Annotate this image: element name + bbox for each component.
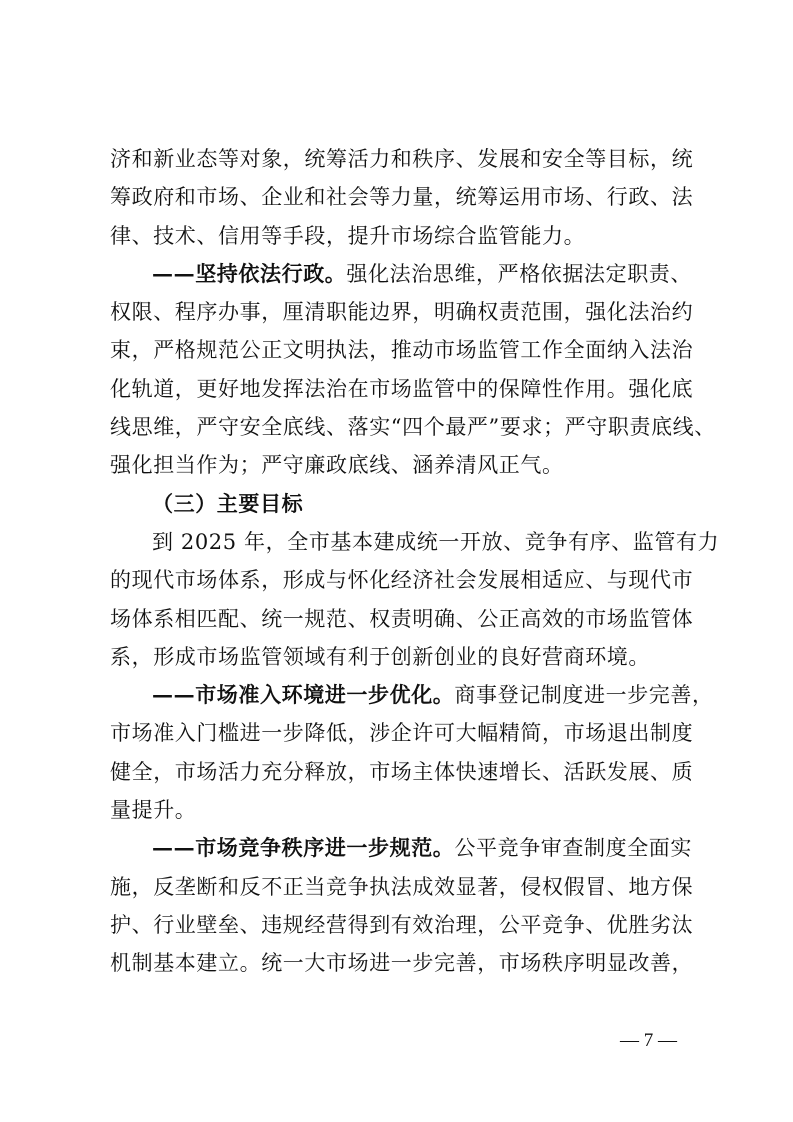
text-line: 健全，市场活力充分释放，市场主体快速增长、活跃发展、质 <box>110 759 694 784</box>
text-line: 护、行业壁垒、违规经营得到有效治理，公平竞争、优胜劣汰 <box>110 912 694 937</box>
text-line: 线思维，严守安全底线、落实“四个最严”要求；严守职责底线、 <box>110 415 716 440</box>
bold-lead: ——市场竞争秩序进一步规范。 <box>152 835 455 861</box>
text-line: 济和新业态等对象，统筹活力和秩序、发展和安全等目标，统 <box>110 147 694 171</box>
text-run: 强化法治思维，严格依据法定职责、 <box>346 261 693 286</box>
text-line: 系，形成市场监管领域有利于创新创业的良好营商环境。 <box>110 644 650 669</box>
text-line: 筹政府和市场、企业和社会等力量，统筹运用市场、行政、法 <box>110 185 694 210</box>
body-text <box>110 140 720 983</box>
text-line: 场体系相匹配、统一规范、权责明确、公正高效的市场监管体 <box>110 606 694 631</box>
paragraph-first-line <box>110 829 693 867</box>
text-line: 的现代市场体系，形成与怀化经济社会发展相适应、与现代市 <box>110 568 694 593</box>
paragraph-first-line <box>110 676 714 714</box>
text-line: 化轨道，更好地发挥法治在市场监管中的保障性作用。强化底 <box>110 376 694 401</box>
text-line: 束，严格规范公正文明执法，推动市场监管工作全面纳入法治 <box>110 338 694 363</box>
text-run: 商事登记制度进一步完善， <box>454 683 714 708</box>
bold-lead: ——坚持依法行政。 <box>152 260 347 286</box>
bold-lead: ——市场准入环境进一步优化。 <box>152 682 455 708</box>
text-line: 权限、程序办事，厘清职能边界，明确权责范围，强化法治约 <box>110 300 694 325</box>
text-line: 量提升。 <box>110 798 197 823</box>
text-line: 市场准入门槛进一步降低，涉企许可大幅精简，市场退出制度 <box>110 721 694 746</box>
text-run: 公平竞争审查制度全面实 <box>454 836 693 861</box>
paragraph-first-line <box>110 255 693 293</box>
section-heading-text: （三）主要目标 <box>152 490 304 516</box>
text-line: 机制基本建立。统一大市场进一步完善，市场秩序明显改善， <box>110 951 694 976</box>
text-line: 施，反垄断和反不正当竞争执法成效显著，侵权假冒、地方保 <box>110 874 694 899</box>
section-heading <box>110 485 690 523</box>
page-number: — 7 — <box>620 1030 677 1051</box>
paragraph-first-line: 到 2025 年，全市基本建成统一开放、竞争有序、监管有力 <box>152 529 720 554</box>
text-line: 强化担当作为；严守廉政底线、涵养清风正气。 <box>110 453 564 478</box>
text-line: 律、技术、信用等手段，提升市场综合监管能力。 <box>110 223 586 248</box>
